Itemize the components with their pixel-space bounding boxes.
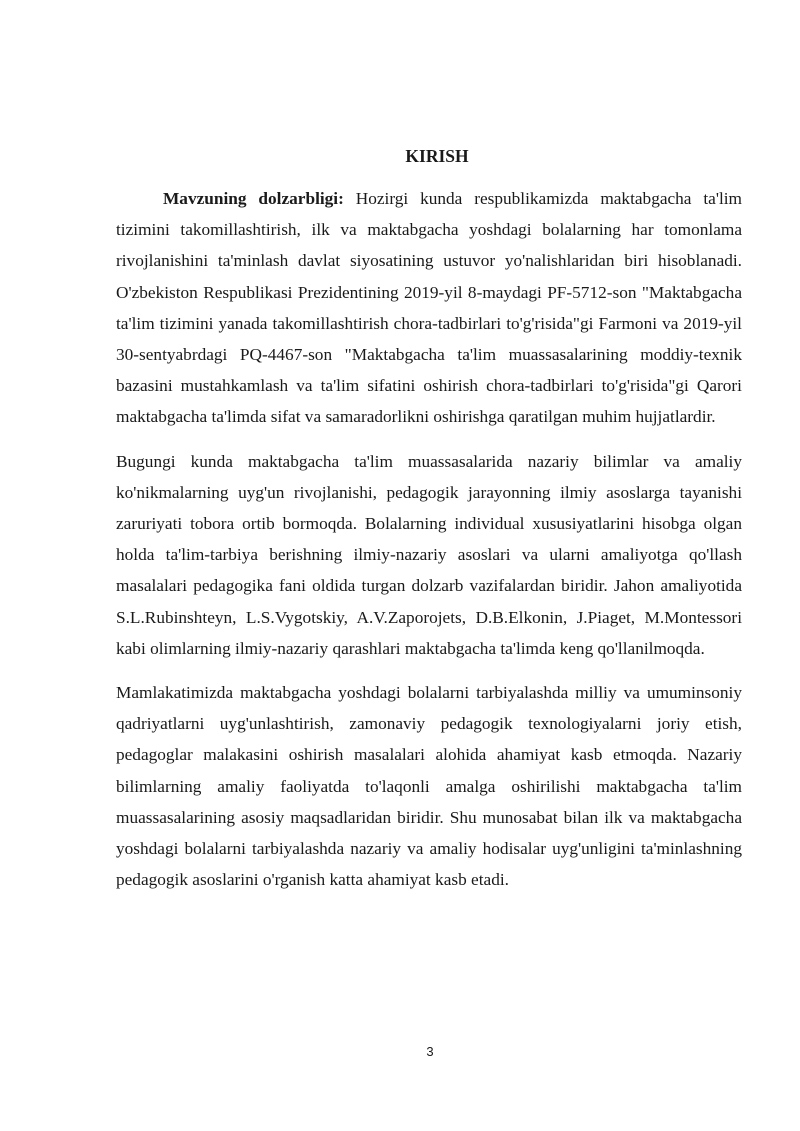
- paragraph-text: Hozirgi kunda respublikamizda maktabgacha ta'lim tizimini takomillashtirish, ilk va maktabgacha yoshdagi bolalarning har tomonlama rivojlanishini ta'minlash davlat siyosatining ustuvor yo'nalishlaridan biri hisoblanadi. O'zbekiston Respublikasi Prezidentining 2019-yil 8-maydagi PF-5712-son "Maktabgacha ta'lim tizimini yanada takomillashtirish chora-tadbirlari to'g'risida"gi Farmoni va 2019-yil 30-sentyabrdagi PQ-4467-son "Maktabgacha ta'lim muassasalarining moddiy-texnik bazasini mustahkamlash va ta'lim sifatini oshirish chora-tadbirlari to'g'risida"gi Qarori maktabgacha ta'limda sifat va samaradorlikni oshirishga qaratilgan muhim hujjatlardir.: [116, 189, 742, 427]
- page-number: 3: [426, 1044, 434, 1059]
- section-title: KIRISH: [405, 146, 469, 166]
- page-content: [116, 143, 742, 908]
- paragraph-theory: Bugungi kunda maktabgacha ta'lim muassasalarida nazariy bilimlar va amaliy ko'nikmalarning uyg'un rivojlanishi, pedagogik jarayonning ilmiy asoslarga tayanishi zaruriyati tobora ortib bormoqda. Bolalarning individual xususiyatlarini hisobga olgan holda ta'lim-tarbiya berishning ilmiy-nazariy asoslari va ularni amaliyotga qo'llash masalalari pedagogika fani oldida turgan dolzarb vazifalardan biridir. Jahon amaliyotida S.L.Rubinshteyn, L.S.Vygotskiy, A.V.Zaporojets, D.B.Elkonin, J.Piaget, M.Montessori kabi olimlarning ilmiy-nazariy qarashlari maktabgacha ta'limda keng qo'llanilmoqda.: [116, 451, 742, 658]
- paragraph-national: Mamlakatimizda maktabgacha yoshdagi bolalarni tarbiyalashda milliy va umuminsoniy qadriyatlarni uyg'unlashtirish, zamonaviy pedagogik texnologiyalarni joriy etish, pedagoglar malakasini oshirish masalalari alohida ahamiyat kasb etmoqda. Nazariy bilimlarning amaliy faoliyatda to'laqonli amalga oshirilishi maktabgacha ta'lim muassasalarining asosiy maqsadlaridan biridir. Shu munosabat bilan ilk va maktabgacha yoshdagi bolalarni tarbiyalashda nazariy va amaliy hodisalar uyg'unligini ta'minlashning pedagogik asoslarini o'rganish katta ahamiyat kasb etadi.: [116, 683, 742, 890]
- paragraph-relevance: [116, 183, 742, 433]
- paragraph-lead: Mavzuning dolzarbligi:: [163, 189, 344, 208]
